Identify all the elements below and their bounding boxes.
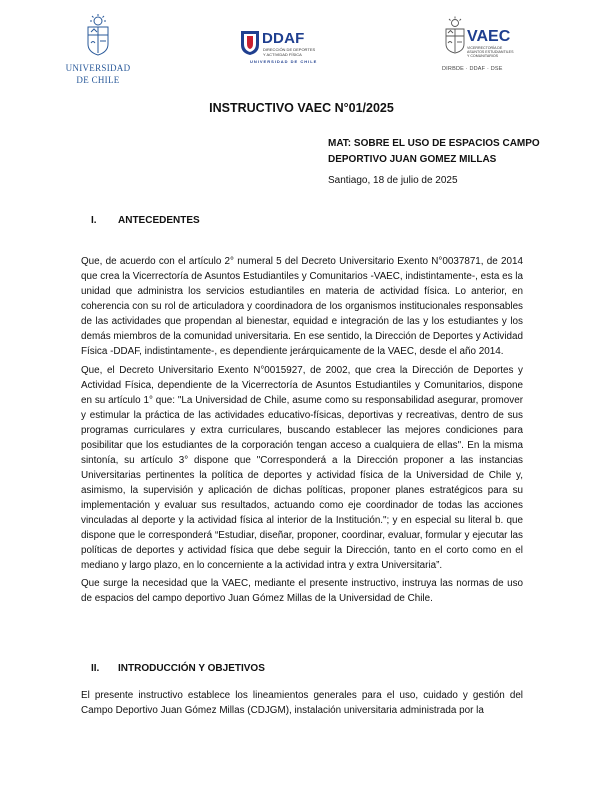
uchile-line2: DE CHILE (76, 75, 120, 85)
uchile-line1: UNIVERSIDAD (65, 63, 131, 73)
section-number: I. (91, 215, 97, 226)
paragraph: El presente instructivo establece los lineamientos generales para el uso, cuidado y gestión del Campo Deportivo Juan Gómez Millas (CDJGM), instalación universitaria administrada por la (81, 690, 523, 716)
uchile-crest-icon (83, 14, 113, 56)
section-title: ANTECEDENTES (118, 215, 200, 226)
vaec-crest-icon (444, 16, 466, 54)
section-heading-antecedentes (91, 215, 200, 226)
section-title: INTRODUCCIÓN Y OBJETIVOS (118, 663, 265, 674)
paragraph: Que surge la necesidad que la VAEC, mediante el presente instructivo, instruya las normas de uso de espacios del campo deportivo Juan Gómez Millas de la Universidad de Chile. (81, 578, 523, 604)
vaec-sub3: Y COMUNITARIOS (467, 54, 499, 58)
ddaf-sub2: Y ACTIVIDAD FÍSICA (263, 51, 302, 57)
paragraph: Que, de acuerdo con el artículo 2° numeral 5 del Decreto Universitario Exento N°0037871, de 2014 que crea la Vicerrectoría de Asuntos Estudiantiles y Comunitarios -VAEC, indistintamente-, esta es la unidad que administra los servicios estudiantiles en materia de actividad física. Lo anterior, en coherencia con su rol de articuladora y coordinadora de los organismos institucionales responsables de las actividades que propendan al bienestar, equidad e integración de las y los estudiantes y los demás miembros de la comunidad universitaria. En ese sentido, la Dirección de Deportes y Actividad Física -DDAF, indistintamente-, es dependiente jerárquicamente de la VAEC, desde el año 2014. (81, 256, 523, 357)
ddaf-logo (240, 28, 330, 72)
vaec-sub1: VICERRECTORÍA DE (467, 46, 503, 50)
ddaf-university: UNIVERSIDAD DE CHILE (250, 59, 318, 64)
ddaf-sub1: DIRECCIÓN DE DEPORTES (263, 47, 316, 52)
subject-line2: DEPORTIVO JUAN GOMEZ MILLAS (328, 154, 497, 165)
vaec-logo (440, 16, 540, 78)
ddaf-subtitle (263, 48, 323, 57)
section-number: II. (91, 663, 100, 674)
subject-matter (328, 136, 568, 168)
universidad-de-chile-logo (58, 14, 138, 85)
vaec-brand: VAEC (467, 28, 511, 45)
section-heading-introduccion (91, 663, 265, 674)
ddaf-brand: DDAF (262, 30, 305, 47)
vaec-subtitle (467, 46, 531, 58)
paragraph: Que, el Decreto Universitario Exento N°0015927, de 2002, que crea la Dirección de Deportes y Actividad Física, dependiente de la Vicerrectoría de Asuntos Estudiantiles y Comunitarios, dispone en su artículo 1° que: "La Universidad de Chile, asume como su responsabilidad asegurar, promover y estimular la práctica de las actividades educativo-físicas, deportivas y recreativas, dentro de sus programas curriculares y extra curriculares, buscando establecer las mejores condiciones para posibilitar que los estudiantes de la corporación tengan acceso a cualquiera de ellas". En la misma sintonía, su artículo 3° dispone que "Corresponderá a la Dirección proponer a las instancias Universitarias pertinentes la política de deportes y actividad física de la Universidad de Chile y, asimismo, la supervisión y aplicación de dichas políticas, proponer planes estratégicos para su implementación y evaluar sus resultados, actuando como eje coordinador de todas las acciones vinculadas al deporte y la actividad física al interior de la Institución."; y en especial su literal b. que dispone que le corresponderá “Estudiar, diseñar, proponer, coordinar, evaluar, formular y ejecutar las políticas de deportes y actividad física que debe seguir la Dirección, tanto en el corto como en el mediano y largo plazo, en lo concerniente a la actividad intra y extra Universitaria”. (81, 365, 523, 571)
document-title: INSTRUCTIVO VAEC N°01/2025 (209, 101, 394, 115)
ddaf-shield-icon (240, 30, 260, 56)
subject-line1: MAT: SOBRE EL USO DE ESPACIOS CAMPO (328, 138, 540, 149)
vaec-tagline: DIRBDE · DDAF · DSE (442, 66, 503, 72)
document-date: Santiago, 18 de julio de 2025 (328, 175, 458, 186)
vaec-sub2: ASUNTOS ESTUDIANTILES (467, 50, 514, 54)
